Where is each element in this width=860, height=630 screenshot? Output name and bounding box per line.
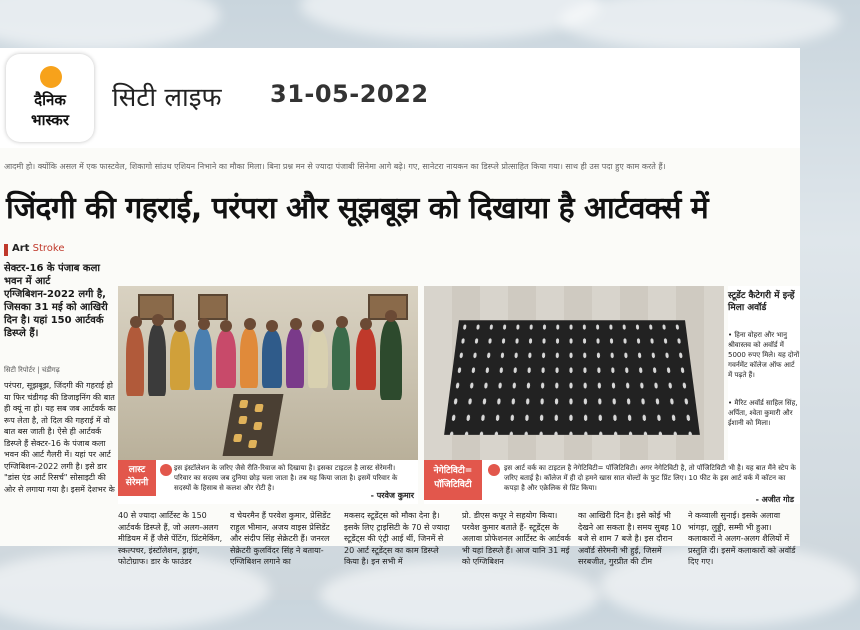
student-award-box bbox=[728, 286, 800, 460]
caption-last-ceremony bbox=[118, 460, 418, 504]
tag-bar bbox=[4, 244, 8, 256]
headline: जिंदगी की गहराई, परंपरा और सूझबूझ को दिखाया है आर्टवर्क्स में bbox=[6, 191, 709, 226]
clipped-text-line: आदमी हो। क्योंकि असल में एक फास्टवेल, शिकागो सांउथ एशियन निभाने का मौका मिला। बिना प्रश्न मन से ज्यादा पंजाबी सिनेमा आगे बढ़े। गए, सानेटरा नायकन का डिस्प्ले प्रोत्साहित किया गया। साथ ही उस पदा हुए काम करते हैं। bbox=[4, 162, 666, 171]
art-stroke-tag bbox=[4, 242, 116, 258]
body-column-5: का आखिरी दिन है। इसे कोई भी देखने आ सकता है। समय सुबह 10 बजे से शाम 7 बजे है। इस दौरान अवॉर्ड सेरेमनी भी हुई, जिसमें सरबजीत, गुरप्रीत की टीम bbox=[578, 511, 682, 566]
logo-text-line2: भास्कर bbox=[31, 111, 69, 129]
caption-text: इस आर्ट वर्क का टाइटल है नेगेटिविटी= पॉजिटिविटी। अगर नेगेटिविटी है, तो पॉजिटिविटी भी है। यह बात मैंने स्टेप के जरिए बताई है। कॉलेज में ही दो हमने खास सात वोल्टों के फुट प्रिंट लिए। 10 फीट के इस आर्ट वर्क में कॉटन का कपड़ा है और एक्रेलिक से प्रिंट किया। bbox=[504, 464, 796, 492]
body-column-4: प्रो. डीएस कपूर ने सहयोग किया। परवेश कुमार बताते हैं- स्टूडेंट्स के अलावा प्रोफेशनल आर्टिस्ट के आर्टवर्क भी यहां डिस्प्ले हैं। आज यानि 31 मई को एग्जिबिशन bbox=[462, 511, 571, 566]
circle-mark-icon bbox=[488, 464, 500, 476]
caption-text: इस इंस्टॉलेशन के जरिए जैसे रीति-रिवाज को दिखाया है। इसका टाइटल है लास्ट सेरेमनी। परिवार का सदस्य जब दुनिया छोड़ चला जाता है। तब यह किया जाता है। इसमें परिवार के सदस्यों के हिसाब से कलश और रोटी है। bbox=[174, 464, 398, 492]
lead-paragraph: सेक्टर-16 के पंजाब कला भवन में आर्ट एग्जिबिशन-2022 लगी है, जिसका 31 मई को आखिरी दिन है। यहां 150 आर्टवर्क डिस्प्ले हैं। bbox=[4, 263, 108, 339]
body-column-1: 40 से ज्यादा आर्टिस्ट के 150 आर्टवर्क डिस्प्ले हैं, जो अलग-अलग मीडियम में हैं जैसे पेंटिंग, प्रिंटमेकिंग, स्कल्पचर, इंस्टॉलेशन, ड्राइंग, फोटोग्राफ। डार के फाउंडर bbox=[118, 511, 223, 566]
dainik-bhaskar-logo bbox=[6, 54, 94, 142]
tag-bold: Art bbox=[12, 243, 30, 254]
body-column-3: मकसद स्टूडेंट्स को मौका देना है। इसके लिए ट्राइसिटी के 70 से ज्यादा स्टूडेंट्स की एंट्री आई थीं, जिनमें से 20 आर्ट स्टूडेंट्स का काम डिस्प्ले किया है। इन सभी में bbox=[344, 511, 450, 566]
newspaper-clipping bbox=[0, 48, 800, 566]
body-text-left: परंपरा, सूझबूझ, जिंदगी की गहराई हो या फिर चंडीगढ़ की डिजाइनिंग की बात ही क्यूं ना हो। यह सब जब आर्टवर्क का रूप लेता है, तो दिल की गहराई में वो बात बस जाती है। ऐसे ही आर्टवर्क डिस्प्ले हैं सेक्टर-16 के पंजाब कला भवन की आर्ट गैलरी में। यहां पर आर्ट एग्जिबिशन-2022 लगी है। इसे डार "डांस एंड आर्ट रिसर्च" सोसाइटी की ओर से लगाया गया है। इसमें देशभर के bbox=[4, 381, 116, 494]
installation-artwork bbox=[223, 394, 284, 456]
tag-rest: Stroke bbox=[29, 243, 65, 254]
award-heading: स्टूडेंट कैटेगरी में इन्हें मिला अवॉर्ड bbox=[728, 291, 795, 313]
issue-date: 31-05-2022 bbox=[270, 80, 429, 108]
group-photo bbox=[118, 286, 418, 460]
caption-negativity-positivity bbox=[424, 460, 800, 504]
caption-byline: - परवेज कुमार bbox=[370, 491, 414, 500]
masthead bbox=[0, 48, 800, 148]
section-name: सिटी लाइफ bbox=[112, 83, 222, 113]
award-item-2: • मैरिट अवॉर्ड साहिल सिंह, अर्पिता, श्वेता कुमारी और ईशानी को मिला। bbox=[728, 399, 798, 427]
caption-byline: - अजीत गोड bbox=[755, 495, 794, 504]
footprint-artwork-photo bbox=[424, 286, 724, 460]
body-column-2: व चेयरमैन हैं परवेश कुमार, प्रेसिडेंट राहुल भीमान, अजय वाइस प्रेसिडेंट और संदीप सिंह सेक्रेटरी हैं। जनरल सेक्रेटरी कुलविंदर सिंह ने बताया- एग्जिबिशन लगाने का bbox=[230, 511, 331, 566]
circle-mark-icon bbox=[160, 464, 172, 476]
reporter-credit: सिटी रिपोर्टर | चंडीगढ़ bbox=[4, 366, 60, 374]
body-column-6: ने कव्वाली सुनाई। इसके अलावा भांगड़ा, लुड्डी, सम्मी भी हुआ। कलाकारों ने अलग-अलग शैलियों में प्रस्तुति दी। इसमें कलाकारों को अवॉर्ड दिए गए। bbox=[688, 511, 796, 566]
caption-tag: लास्ट सेरेमनी bbox=[118, 460, 156, 496]
caption-tag: नेगेटिविटी= पॉजिटिविटी bbox=[424, 460, 482, 500]
logo-text-line1: दैनिक bbox=[34, 91, 66, 109]
award-item-1: • हिना वोहरा और भानु श्रीवास्तव को अवॉर्ड में 5000 रुपए मिले। यह दोनों गवर्नमेंट कॉलेज ऑफ आर्ट में पढ़ते हैं। bbox=[728, 331, 800, 379]
sun-icon bbox=[40, 66, 62, 88]
footprint-rug bbox=[444, 320, 700, 435]
